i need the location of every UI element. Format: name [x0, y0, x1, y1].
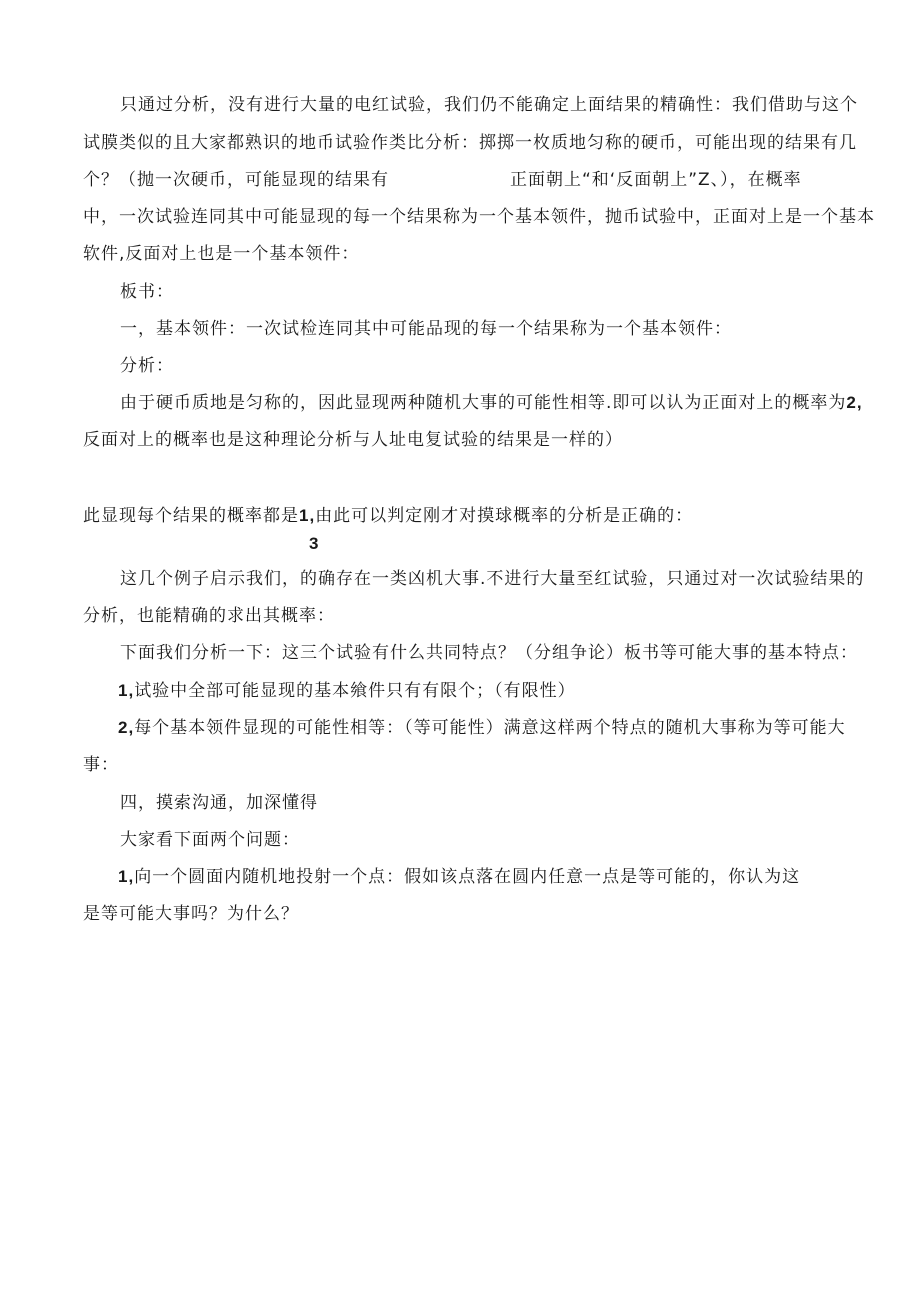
analysis-line-1-number: 2,: [846, 393, 863, 412]
conclusion-numerator: 1,: [299, 506, 316, 525]
conclusion-text-c: 由此可以判定刚才对摸球概率的分析是正确的：: [315, 506, 694, 526]
conclusion-text-a: 此显现每个结果的概率都是: [83, 506, 299, 526]
feature-1-number: 1,: [118, 681, 135, 700]
paragraph-1-line-5: 软件,反面对上也是一个基本领件：: [83, 244, 360, 264]
section-4-title: 四，摸索沟通，加深懂得: [120, 793, 318, 813]
analysis-line-2: 反面对上的概率也是这种理论分析与人址电复试验的结果是一样的）: [83, 430, 623, 450]
feature-2-text: 每个基本领件显现的可能性相等：（等可能性）满意这样两个特点的随机大事称为等可能大: [134, 718, 846, 738]
feature-1-text: 试验中全部可能显现的基本飨件只有有限个；（有限性）: [134, 681, 576, 701]
paragraph-2-line-1: 这几个例子启示我们，的确存在一类凶机大事.不进行大量至红试验，只通过对一次试验结果的: [120, 569, 865, 589]
question-1-line-2: 是等可能大事吗？为什么？: [83, 904, 299, 924]
paragraph-1-line-3b: 正面朝上“和‘反面朝上”Z、），在概率: [510, 170, 802, 190]
question-1-line-1: [118, 866, 800, 888]
paragraph-1-line-3a: 个？（抛一次硬币，可能显现的结果有: [83, 170, 389, 190]
feature-2-number: 2,: [118, 718, 135, 737]
feature-1: [118, 680, 576, 702]
feature-2: [118, 717, 846, 739]
question-1-number: 1,: [118, 867, 135, 886]
paragraph-3: 下面我们分析一下：这三个试验有什么共同特点？（分组争论）板书等可能大事的基本特点：: [120, 643, 858, 663]
paragraph-1-line-1: 只通过分析，没有进行大量的电红试验，我们仍不能确定上面结果的精确性：我们借助与这个: [120, 95, 858, 115]
analysis-line-1-text: 由于硬币质地是匀称的，因此显现两种随机大事的可能性相等.即可以认为正面对上的概率为: [120, 393, 847, 413]
conclusion-line: [83, 505, 693, 527]
analysis-line-1: [120, 392, 863, 414]
definition-basic-event: 一，基本领件：一次试检连同其中可能品现的每一个结果称为一个基本领件：: [120, 319, 732, 339]
question-1-text: 向一个圆面内随机地投射一个点：假如该点落在圆内任意一点是等可能的，你认为这: [134, 867, 801, 887]
section-4-intro: 大家看下面两个问题：: [120, 830, 300, 850]
paragraph-1-line-4: 中，一次试验连同其中可能显现的每一个结果称为一个基本领件，抛币试验中，正面对上是一个基本: [83, 207, 875, 227]
feature-2-continuation: 事：: [83, 755, 119, 775]
conclusion-denominator: 3: [309, 534, 320, 553]
paragraph-1-line-2: 试膜类似的且大家都熟识的地币试验作类比分析：掷掷一枚质地匀称的硬币，可能出现的结果有几: [83, 133, 857, 153]
board-label: 板书：: [120, 282, 174, 302]
analysis-label: 分析：: [120, 356, 174, 376]
paragraph-2-line-2: 分析，也能精确的求出其概率：: [83, 606, 335, 626]
